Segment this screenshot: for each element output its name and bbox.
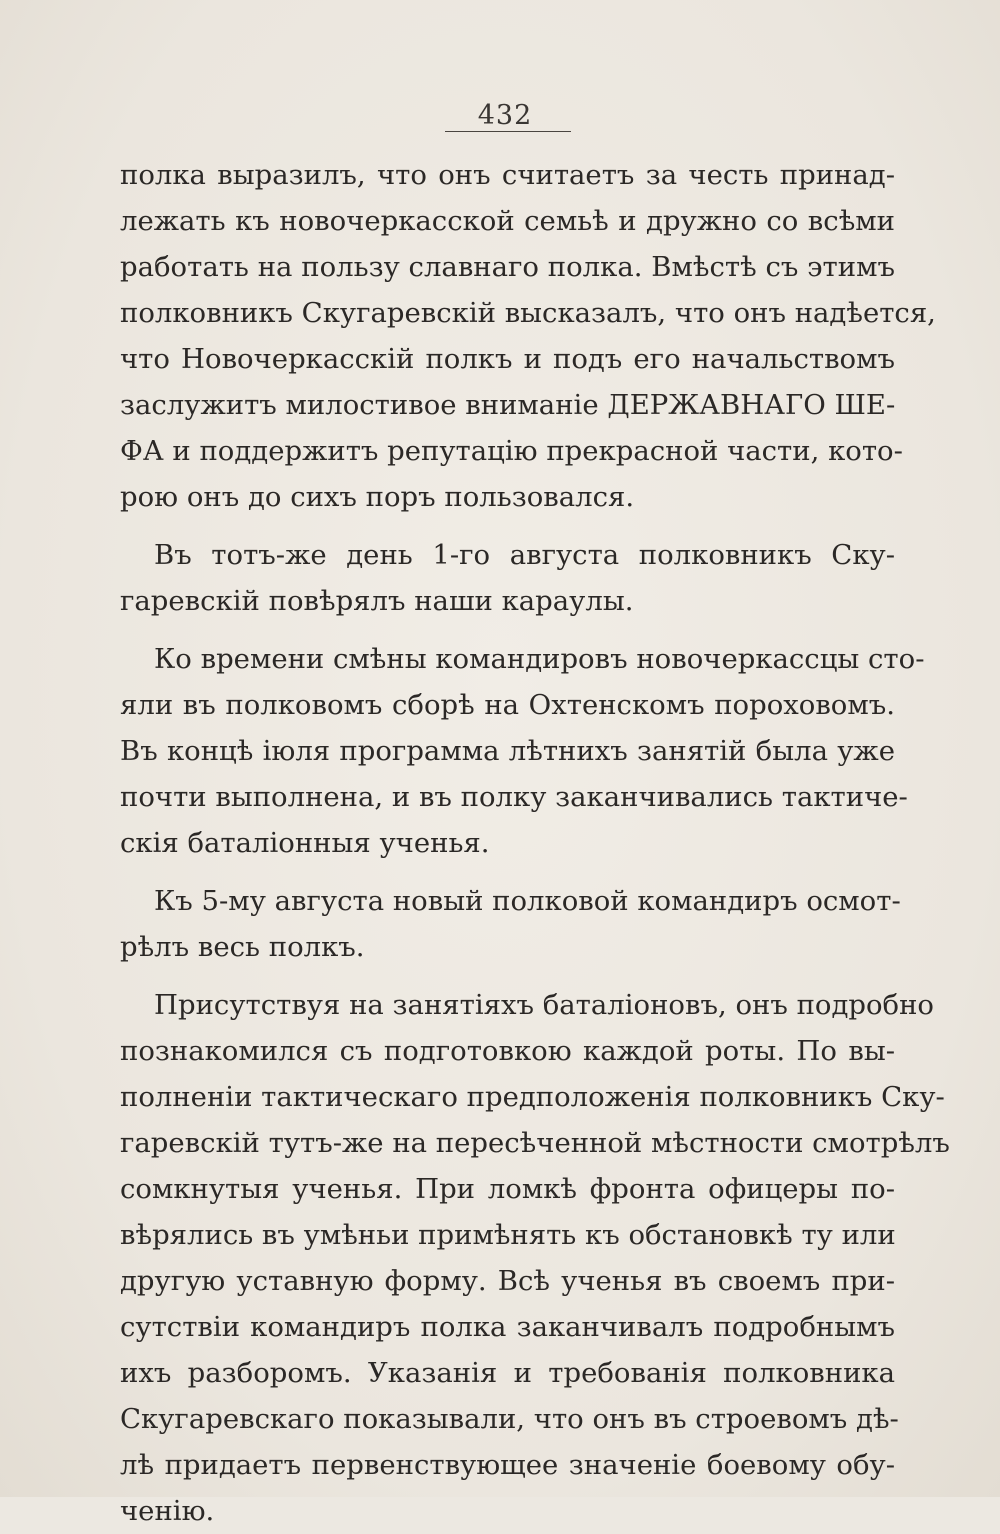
text-line: лѣ придаетъ первенствующее значеніе боевому обу- — [120, 1449, 895, 1481]
text-line: Скугаревскаго показывали, что онъ въ строевомъ дѣ- — [120, 1403, 899, 1435]
text-line: ФА и поддержитъ репутацію прекрасной части, кото- — [120, 435, 903, 467]
page-number: 432 — [477, 100, 533, 131]
text-line: скія баталіонныя ученья. — [120, 827, 490, 859]
text-line: что Новочеркасскій полкъ и подъ его начальствомъ — [120, 343, 895, 375]
paragraph-5 — [120, 982, 950, 1534]
text-line: гаревскій повѣрялъ наши караулы. — [120, 585, 634, 617]
page-number-rule — [445, 131, 571, 132]
text-line: полковникъ Скугаревскій высказалъ, что онъ надѣется, — [120, 297, 936, 329]
text-line: работать на пользу славнаго полка. Вмѣстѣ съ этимъ — [120, 251, 895, 283]
paragraph-3 — [120, 636, 925, 866]
text-line: Въ концѣ іюля программа лѣтнихъ занятій была уже — [120, 735, 895, 767]
text-line: полка выразилъ, что онъ считаетъ за честь принад- — [120, 159, 895, 191]
text-line: заслужитъ милостивое вниманіе ДЕРЖАВНАГО ШЕ- — [120, 389, 896, 421]
text-line: Къ 5-му августа новый полковой командиръ осмот- — [154, 885, 901, 917]
text-line: Присутствуя на занятіяхъ баталіоновъ, онъ подробно — [154, 989, 934, 1021]
text-line: вѣрялись въ умѣньи примѣнять къ обстановкѣ ту или — [120, 1219, 896, 1251]
text-line: яли въ полковомъ сборѣ на Охтенскомъ пороховомъ. — [120, 689, 895, 721]
text-line: лежать къ новочеркасской семьѣ и дружно со всѣми — [120, 205, 895, 237]
text-line: ихъ разборомъ. Указанія и требованія полковника — [120, 1357, 895, 1389]
text-line: ченію. — [120, 1495, 215, 1527]
text-line: гаревскій тутъ-же на пересѣченной мѣстности смотрѣлъ — [120, 1127, 950, 1159]
paragraph-4 — [120, 878, 901, 970]
paragraph-2 — [120, 532, 895, 624]
text-line: почти выполнена, и въ полку заканчивались тактиче- — [120, 781, 908, 813]
body-text — [120, 152, 950, 1534]
text-line: сутствіи командиръ полка заканчивалъ подробнымъ — [120, 1311, 895, 1343]
text-line: Въ тотъ-же день 1-го августа полковникъ Ску- — [154, 539, 895, 571]
text-line: познакомился съ подготовкою каждой роты. По вы- — [120, 1035, 895, 1067]
text-line: рѣлъ весь полкъ. — [120, 931, 365, 963]
text-line: рою онъ до сихъ поръ пользовался. — [120, 481, 635, 513]
text-line: полненіи тактическаго предположенія полковникъ Ску- — [120, 1081, 945, 1113]
text-line: Ко времени смѣны командировъ новочеркассцы сто- — [154, 643, 925, 675]
paragraph-1 — [120, 152, 936, 520]
text-line: сомкнутыя ученья. При ломкѣ фронта офицеры по- — [120, 1173, 895, 1205]
text-line: другую уставную форму. Всѣ ученья въ своемъ при- — [120, 1265, 895, 1297]
